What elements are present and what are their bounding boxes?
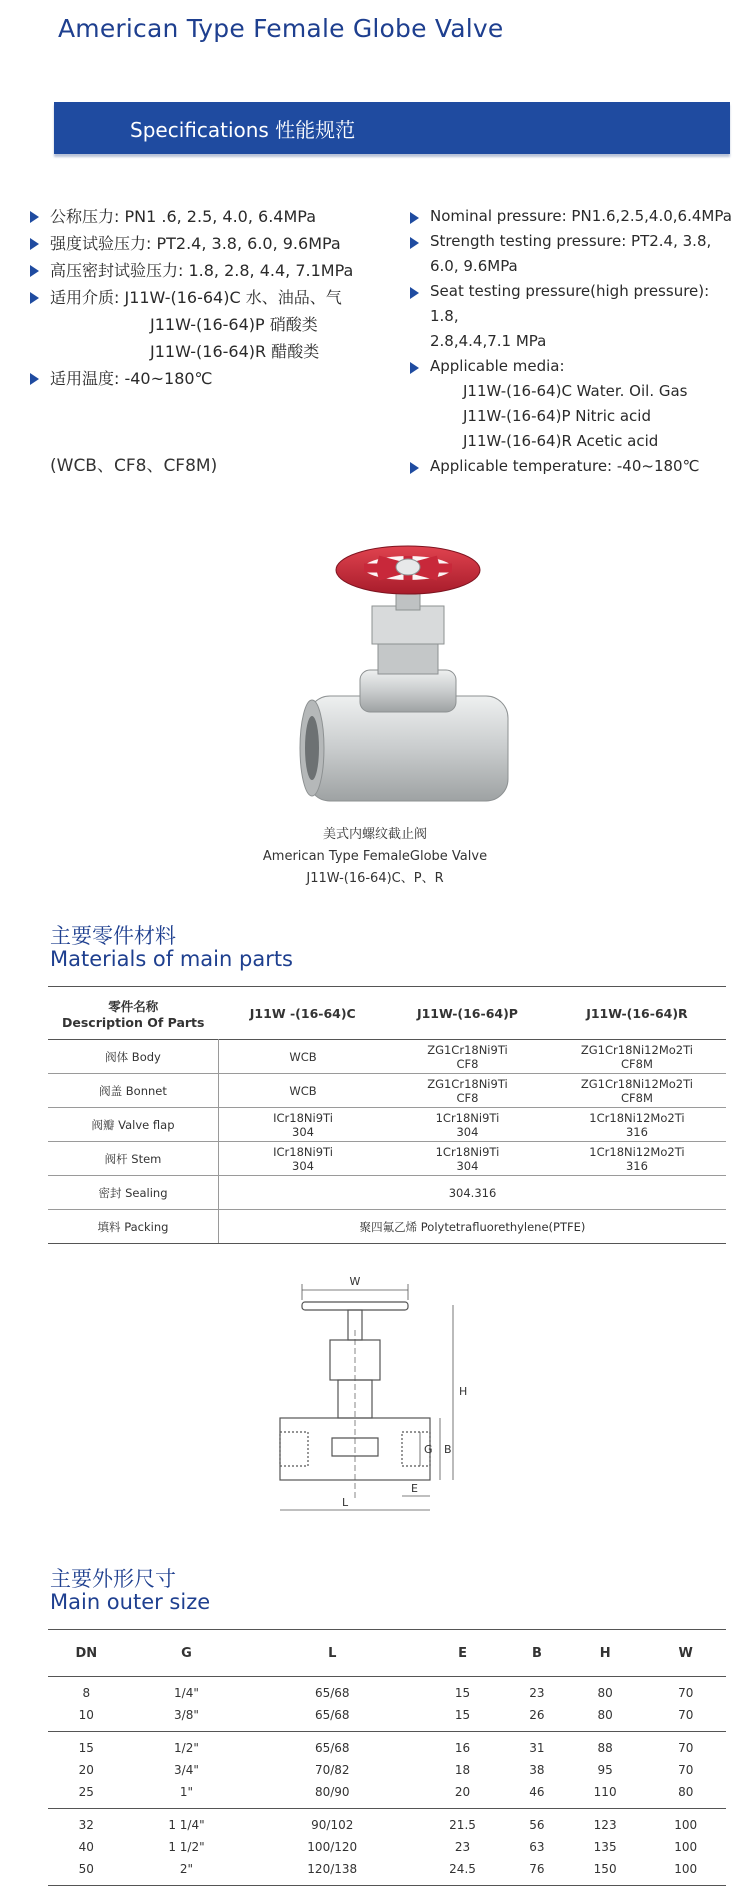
table-row: 32 1 1/4" 90/102 21.5 56 123 100 [78, 1818, 698, 1832]
bullet-arrow-icon [30, 265, 39, 277]
specifications-banner [54, 102, 730, 154]
dim-label-l: L [342, 1496, 349, 1509]
materials-table [48, 986, 726, 1244]
table-row: 阀瓣 Valve flap ICr18Ni9Ti 304 1Cr18Ni9Ti 304 1Cr18Ni12Mo2Ti 316 [48, 1108, 726, 1142]
product-caption-cn: 美式内螺纹截止阀 [322, 827, 427, 842]
column-header-dn: DN [48, 1630, 125, 1677]
table-row: 阀盖 Bonnet WCB ZG1Cr18Ni9Ti CF8 ZG1Cr18Ni12Mo2Ti CF8M [48, 1074, 726, 1108]
spec-item: 适用温度: -40~180℃ [28, 365, 408, 392]
column-header-b: B [509, 1630, 565, 1677]
dimensions-title-cn: 主要外形尺寸 [50, 1567, 176, 1591]
column-header-g: G [125, 1630, 249, 1677]
bullet-arrow-icon [30, 373, 39, 385]
spec-item: Applicable temperature: -40~180℃ [408, 454, 738, 479]
product-caption-model: J11W-(16-64)C、P、R [306, 871, 444, 886]
column-header-c: J11W -(16-64)C [219, 987, 388, 1040]
spec-subitem: J11W-(16-64)P Nitric acid [463, 407, 651, 425]
bullet-arrow-icon [30, 238, 39, 250]
spec-item: Seat testing pressure(high pressure): 1.8, [408, 279, 738, 329]
table-header-row [48, 987, 726, 1040]
spec-item: 强度试验压力: PT2.4, 3.8, 6.0, 9.6MPa [28, 230, 408, 257]
spec-list-cn [28, 203, 408, 392]
page-title: American Type Female Globe Valve [58, 14, 504, 43]
product-caption-en: American Type FemaleGlobe Valve [262, 849, 488, 864]
table-row: 40 1 1/2" 100/120 23 63 135 100 [78, 1840, 698, 1854]
table-row: 阀杆 Stem ICr18Ni9Ti 304 1Cr18Ni9Ti 304 1Cr18Ni12Mo2Ti 316 [48, 1142, 726, 1176]
spec-continuation: 6.0, 9.6MPa [430, 257, 518, 275]
table-row: 20 3/4" 70/82 18 38 95 70 [78, 1763, 694, 1777]
globe-valve-photo [290, 530, 530, 825]
dimension-drawing [270, 1270, 510, 1540]
column-header-part: 零件名称 Description Of Parts [48, 987, 219, 1040]
column-header-r: J11W-(16-64)R [548, 987, 726, 1040]
column-header-l: L [248, 1630, 416, 1677]
materials-title-cn: 主要零件材料 [50, 924, 176, 948]
dim-label-w: W [349, 1275, 361, 1288]
spec-continuation: 2.8,4.4,7.1 MPa [430, 332, 547, 350]
bullet-arrow-icon [410, 462, 419, 474]
spec-item: Applicable media: [408, 354, 738, 379]
dim-label-h: H [459, 1385, 468, 1398]
bullet-arrow-icon [410, 287, 419, 299]
table-row: 填料 Packing 聚四氟乙烯 Polytetrafluorethylene(PTFE) [48, 1210, 726, 1244]
banner-label: Specifications 性能规范 [130, 118, 356, 142]
spec-item: Nominal pressure: PN1.6,2.5,4.0,6.4MPa [408, 204, 738, 229]
bullet-arrow-icon [410, 212, 419, 224]
bullet-arrow-icon [410, 237, 419, 249]
table-row: 10 3/8" 65/68 15 26 80 70 [48, 1704, 726, 1732]
spec-item: 适用介质: J11W-(16-64)C 水、油品、气 [28, 284, 408, 311]
material-grades: (WCB、CF8、CF8M) [50, 456, 218, 476]
dim-label-e: E [411, 1482, 418, 1495]
spec-subitem: J11W-(16-64)C Water. Oil. Gas [463, 382, 688, 400]
table-header-row [48, 1630, 726, 1677]
table-row: 25 1" 80/90 20 46 110 80 [48, 1781, 726, 1809]
column-header-w: W [645, 1630, 726, 1677]
table-row: 8 1/4" 65/68 15 23 80 70 [82, 1686, 694, 1700]
spec-subitem: J11W-(16-64)P 硝酸类 [150, 315, 318, 334]
column-header-h: H [565, 1630, 646, 1677]
table-row: 50 2" 120/138 24.5 76 150 100 [48, 1858, 726, 1886]
materials-title-en: Materials of main parts [50, 947, 293, 971]
column-header-p: J11W-(16-64)P [387, 987, 548, 1040]
dimensions-table [48, 1629, 726, 1886]
spec-subitem: J11W-(16-64)R 醋酸类 [150, 342, 320, 361]
table-row: 密封 Sealing 304.316 [48, 1176, 726, 1210]
bullet-arrow-icon [410, 362, 419, 374]
spec-item: Strength testing pressure: PT2.4, 3.8, [408, 229, 738, 254]
bullet-arrow-icon [30, 211, 39, 223]
table-row: 阀体 Body WCB ZG1Cr18Ni9Ti CF8 ZG1Cr18Ni12Mo2Ti CF8M [48, 1040, 726, 1074]
table-row: 15 1/2" 65/68 16 31 88 70 [78, 1741, 694, 1755]
dimensions-title-en: Main outer size [50, 1590, 211, 1614]
bullet-arrow-icon [30, 292, 39, 304]
spec-item: 高压密封试验压力: 1.8, 2.8, 4.4, 7.1MPa [28, 257, 408, 284]
dim-label-b: B [444, 1443, 452, 1456]
spec-item: 公称压力: PN1 .6, 2.5, 4.0, 6.4MPa [28, 203, 408, 230]
column-header-e: E [416, 1630, 509, 1677]
dim-label-g: G [424, 1443, 433, 1456]
spec-subitem: J11W-(16-64)R Acetic acid [463, 432, 659, 450]
handwheel-outline [302, 1302, 408, 1310]
spec-list-en [408, 204, 738, 479]
